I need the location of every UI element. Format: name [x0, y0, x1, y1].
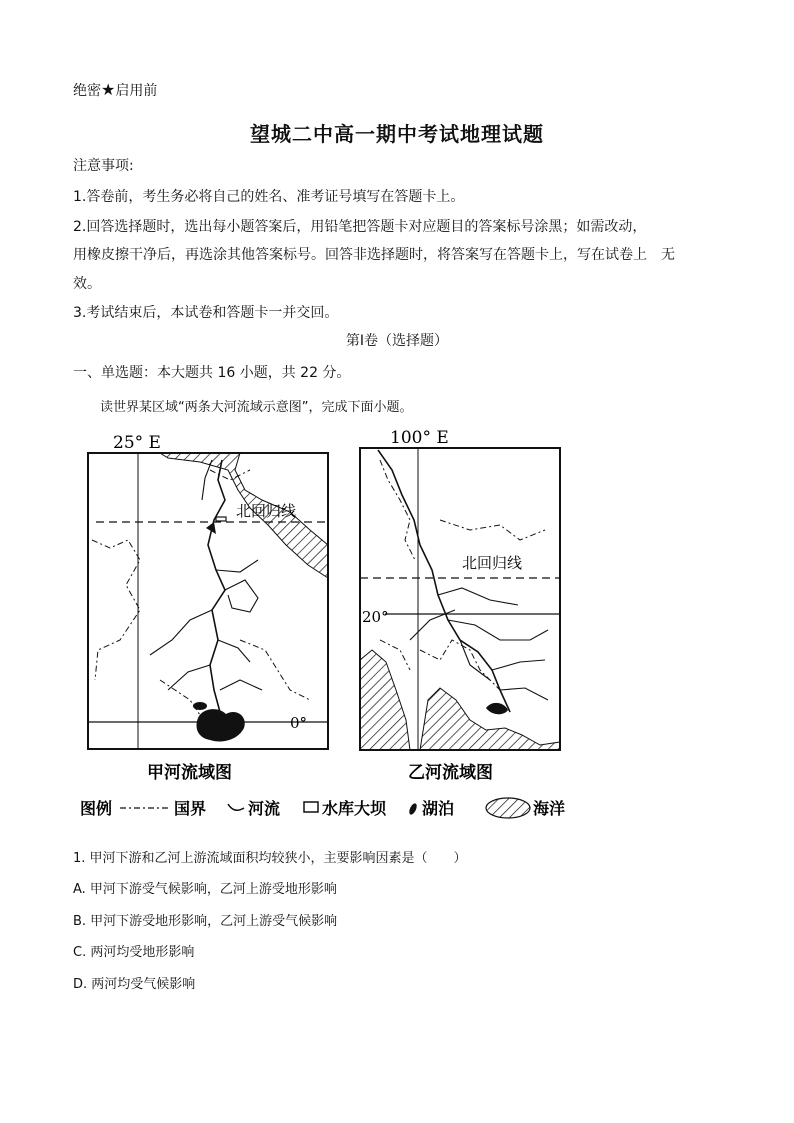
notice-item-2-end: 效。: [73, 276, 101, 292]
map-b-lat-label: 20°: [362, 608, 389, 626]
map-a-lon-label: 25° E: [113, 433, 161, 453]
notice-item-2-cont: 用橡皮擦干净后，再选涂其他答案标号。回答非选择题时，将答案写在答题卡上，写在试卷上 无: [73, 247, 675, 263]
notice-heading: 注意事项:: [73, 158, 134, 174]
map-a-caption: 甲河流域图: [147, 763, 232, 783]
map-b-caption: 乙河流域图: [408, 763, 493, 783]
notice-item-3: 3.考试结束后，本试卷和答题卡一并交回。: [73, 305, 339, 321]
map-a-equator-label: 0°: [290, 714, 308, 732]
legend-ocean-label: 海洋: [533, 799, 566, 818]
map-a-frame: [88, 453, 328, 749]
question-instruction: 读世界某区域“两条大河流域示意图”，完成下面小题。: [100, 400, 413, 415]
map-b: [360, 428, 560, 783]
question-group-heading: 一、单选题：本大题共 16 小题，共 22 分。: [73, 365, 351, 381]
map-b-tropic-label: 北回归线: [462, 554, 523, 572]
notice-item-1: 1.答卷前，考生务必将自己的姓名、准考证号填写在答题卡上。: [73, 189, 465, 205]
legend-river-label: 河流: [248, 799, 281, 818]
map-a-tropic-label: 北回归线: [236, 502, 297, 520]
legend-dam-symbol: [304, 802, 318, 812]
secret-suffix: 启用前: [115, 83, 158, 99]
legend: [80, 798, 565, 818]
legend-river-symbol: [228, 804, 244, 810]
legend-border-label: 国界: [174, 799, 207, 818]
star-icon: ★: [101, 80, 116, 99]
legend-lake-symbol: [408, 802, 419, 815]
secret-prefix: 绝密: [73, 83, 101, 99]
option-c: C. 两河均受地形影响: [73, 945, 195, 960]
map-a-lake-small: [193, 702, 207, 710]
legend-ocean-symbol: [486, 798, 530, 818]
map-a: [88, 433, 328, 783]
legend-lake-label: 湖泊: [422, 799, 455, 818]
option-a: A. 甲河下游受气候影响，乙河上游受地形影响: [73, 882, 337, 897]
section-title: 第Ⅰ卷（选择题）: [345, 333, 449, 349]
legend-title: 图例: [80, 799, 113, 818]
question-stem: 1. 甲河下游和乙河上游流域面积均较狭小，主要影响因素是（ ）: [73, 851, 467, 866]
map-b-lon-label: 100° E: [390, 428, 449, 448]
option-b: B. 甲河下游受地形影响，乙河上游受气候影响: [73, 914, 338, 929]
legend-dam-label: 水库大坝: [322, 799, 387, 818]
map-a-dam: [216, 517, 226, 521]
option-d: D. 两河均受气候影响: [73, 977, 196, 992]
exam-title: 望城二中高一期中考试地理试题: [250, 122, 544, 146]
notice-item-2: 2.回答选择题时，选出每小题答案后，用铅笔把答题卡对应题目的答案标号涂黑；如需改动，: [73, 219, 647, 235]
